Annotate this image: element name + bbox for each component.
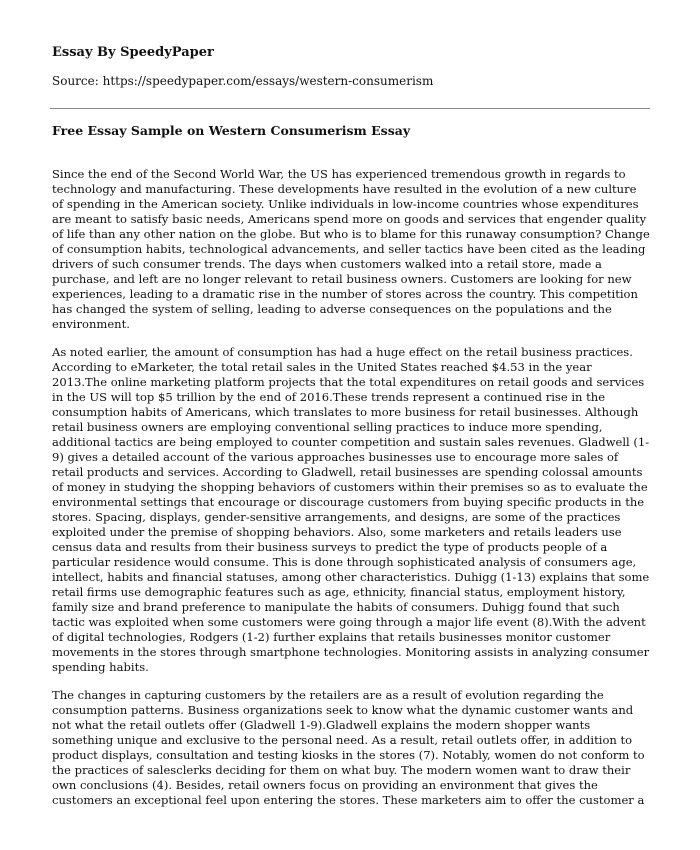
essay-paragraph-3: The changes in capturing customers by the retailers are as a result of evolution regarding the consumption patterns. Business organizations seek to know what the dynamic customer wants and not what the retail outlets offer (Gladwell 1-9).Gladwell explains the modern shopper wants something unique and exclusive to the personal need. As a result, retail outlets offer, in addition to product displays, consultation and testing kiosks in the stores (7). Notably, women do not conform to the practices of salesclerks deciding for them on what buy. The modern women want to draw their own conclusions (4). Besides, retail owners focus on providing an environment that gives the customers an exceptional feel upon entering the stores. These marketers aim to offer the customer a [52,688,645,808]
essay-paragraph-2: As noted earlier, the amount of consumption has had a huge effect on the retail business practices. According to eMarketer, the total retail sales in the United States reached $4.53 in the year 2013.The online marketing platform projects that the total expenditures on retail goods and services in the US will top $5 trillion by the end of 2016.These trends represent a continued rise in the consumption habits of Americans, which translates to more business for retail businesses. Although retail business owners are employing conventional selling practices to induce more spending, additional tactics are being employed to counter competition and sustain sales revenues. Gladwell (1-9) gives a detailed account of the various approaches businesses use to encourage more sales of retail products and services. According to Gladwell, retail businesses are spending colossal amounts of money in studying the shopping behaviors of customers within their premises so as to evaluate the environmental settings that encourage or discourage customers from buying specific products in the stores. Spacing, displays, gender-sensitive arrangements, and designs, are some of the practices exploited under the premise of shopping behaviors. Also, some marketers and retails leaders use census data and results from their business surveys to predict the type of products people of a particular residence would consume. This is done through sophisticated analysis of consumers age, intellect, habits and financial statuses, among other characteristics. Duhigg (1-13) explains that some retail firms use demographic features such as age, ethnicity, financial status, employment history, family size and brand preference to manipulate the habits of consumers. Duhigg found that such tactic was exploited when some customers were going through a major life event (8).With the advent of digital technologies, Rodgers (1-2) further explains that retails businesses monitor customer movements in the stores through smartphone technologies. Monitoring assists in analyzing consumer spending habits. [52,345,650,674]
essay-body [52,167,650,822]
document-header-title: Essay By SpeedyPaper [52,45,214,60]
essay-title: Free Essay Sample on Western Consumerism Essay [52,123,411,138]
document-source-line: Source: https://speedypaper.com/essays/western-consumerism [52,74,434,88]
essay-paragraph-1: Since the end of the Second World War, the US has experienced tremendous growth in regards to technology and manufacturing. These developments have resulted in the evolution of a new culture of spending in the American society. Unlike individuals in low-income countries whose expenditures are meant to satisfy basic needs, Americans spend more on goods and services that engender quality of life than any other nation on the globe. But who is to blame for this runaway consumption? Change of consumption habits, technological advancements, and seller tactics have been cited as the leading drivers of such consumer trends. The days when customers walked into a retail store, made a purchase, and left are no longer relevant to retail business owners. Customers are looking for new experiences, leading to a dramatic rise in the number of stores across the country. This competition has changed the system of selling, leading to adverse consequences on the populations and the environment. [52,167,650,331]
header-divider [50,108,650,109]
